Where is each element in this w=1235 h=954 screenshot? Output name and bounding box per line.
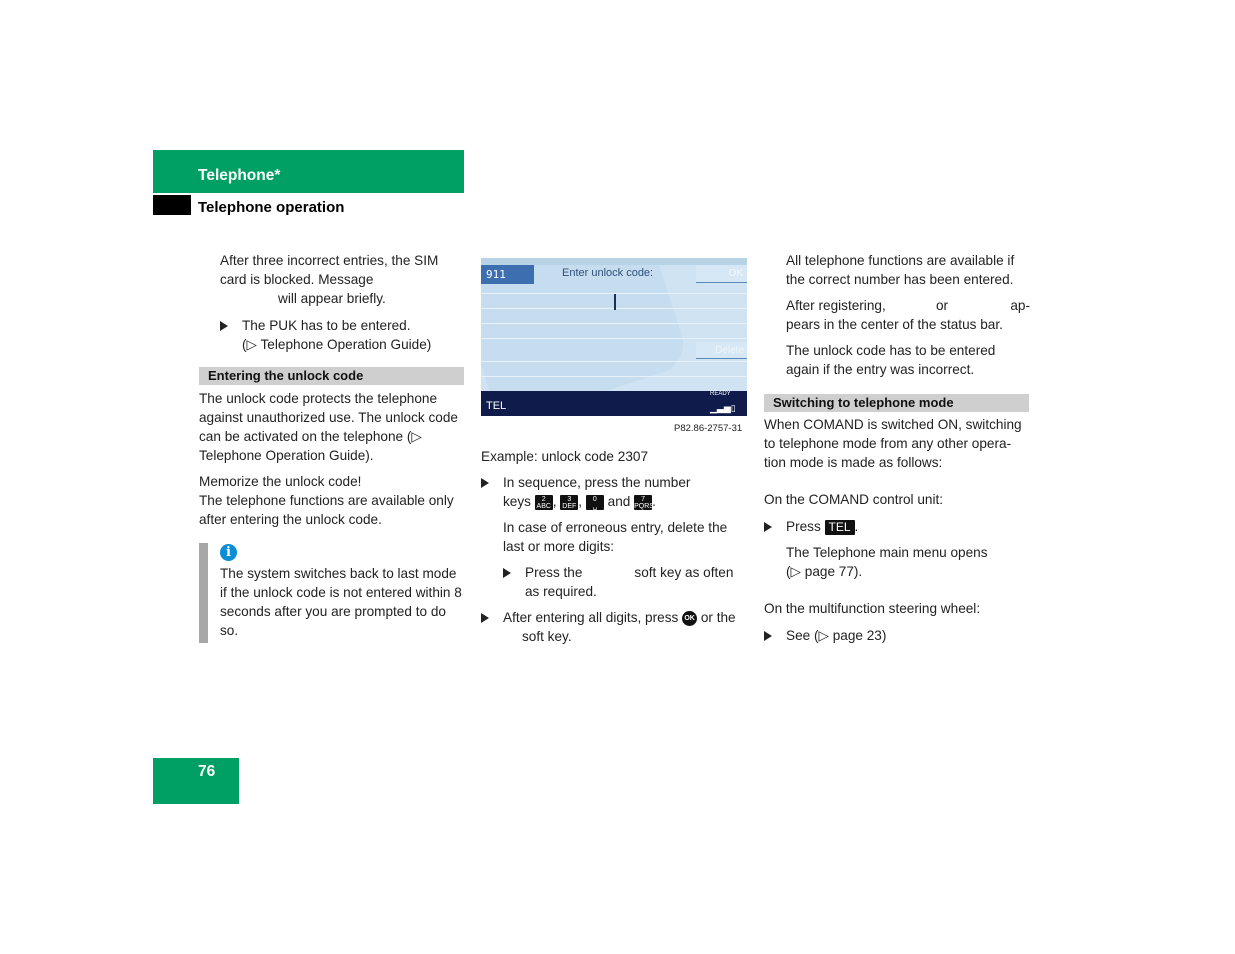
bullet-arrow-icon <box>481 478 489 488</box>
delete-softkey[interactable]: Delete <box>696 342 747 359</box>
press-tel-bullet: Press TEL . <box>764 517 1029 536</box>
page-number-box <box>153 758 239 804</box>
signal-strength-icon: ▁▃▅▯ <box>710 403 736 413</box>
switching-text: When COMAND is switched ON, switching to telephone mode from any other opera-tion mode is made as follows: <box>764 417 1022 470</box>
see-page-bullet: See (▷ page 23) <box>764 626 1029 645</box>
section-title: Telephone operation <box>198 199 345 216</box>
registering-text: After registering, or ap- pears in the center of the status bar. <box>786 298 1030 332</box>
bullet-arrow-icon <box>764 631 772 641</box>
number-keys-bullet: In sequence, press the number keys 2 ABC , 3 DEF , 0 ␣ and 7 PQRS. <box>481 473 747 511</box>
section-heading-unlock-code: Entering the unlock code <box>199 367 464 385</box>
incorrect-entry-text: The unlock code has to be entered again if the entry was incorrect. <box>786 343 996 377</box>
key-0-icon: 0 ␣ <box>586 495 604 510</box>
entered-digits: 911 <box>481 265 534 284</box>
key-3-icon: 3 DEF <box>562 495 577 510</box>
puk-bullet: The PUK has to be entered. (▷ Telephone Operation Guide) <box>220 316 460 354</box>
info-box <box>220 542 464 640</box>
bullet-arrow-icon <box>481 613 489 623</box>
page-number: 76 <box>198 763 216 780</box>
functions-available-text: All telephone functions are available if the correct number has been entered. <box>786 253 1015 287</box>
left-section <box>199 367 464 529</box>
left-intro <box>220 251 460 354</box>
ok-softkey[interactable]: OK <box>696 265 747 283</box>
right-section <box>764 394 1029 645</box>
example-text: Example: unlock code 2307 <box>481 449 649 464</box>
ok-button-icon: OK <box>682 611 697 626</box>
memorize-note: Memorize the unlock code! The telephone functions are available only after entering the unlock code. <box>199 474 454 527</box>
middle-column <box>481 447 747 646</box>
status-bar <box>481 391 747 416</box>
confirm-bullet: After entering all digits, press OK or the soft key. <box>481 608 747 646</box>
info-text: The system switches back to last mode if the unlock code is not entered within 8 seconds after you are prompted to do so. <box>220 566 462 638</box>
figure-caption: P82.86-2757-31 <box>674 423 743 434</box>
tel-key-icon: TEL <box>825 520 855 535</box>
key-7-icon: 7 PQRS <box>634 495 654 510</box>
chapter-title: Telephone* <box>198 167 281 184</box>
text-cursor <box>614 294 616 310</box>
section-heading-telephone-mode: Switching to telephone mode <box>764 394 1029 412</box>
steering-wheel-text: On the multifunction steering wheel: <box>764 601 981 616</box>
bullet-arrow-icon <box>503 568 511 578</box>
bullet-arrow-icon <box>764 522 772 532</box>
info-icon: i <box>220 544 237 561</box>
sim-blocked-text: After three incorrect entries, the SIM card is blocked. Message will appear briefly. <box>220 253 439 306</box>
unlock-code-description: The unlock code protects the telephone against unauthorized use. The unlock code can be activated on the telephone (▷ Telephone Operation Guide). <box>199 391 458 463</box>
info-box-bar <box>199 543 208 643</box>
bullet-arrow-icon <box>220 321 228 331</box>
key-2-icon: 2 ABC <box>536 495 551 510</box>
unlock-prompt: Enter unlock code: <box>562 267 654 279</box>
erroneous-entry-text: In case of erroneous entry, delete the last or more digits: <box>503 520 728 554</box>
delete-bullet: Press the soft key as often as required. <box>503 563 747 601</box>
main-menu-text: The Telephone main menu opens (▷ page 77). <box>786 545 988 579</box>
right-intro <box>786 251 1030 379</box>
section-marker <box>153 195 191 215</box>
control-unit-text: On the COMAND control unit: <box>764 492 944 507</box>
status-mode: TEL <box>486 400 507 412</box>
status-ready: READY <box>710 391 731 397</box>
display-screenshot <box>481 258 747 416</box>
